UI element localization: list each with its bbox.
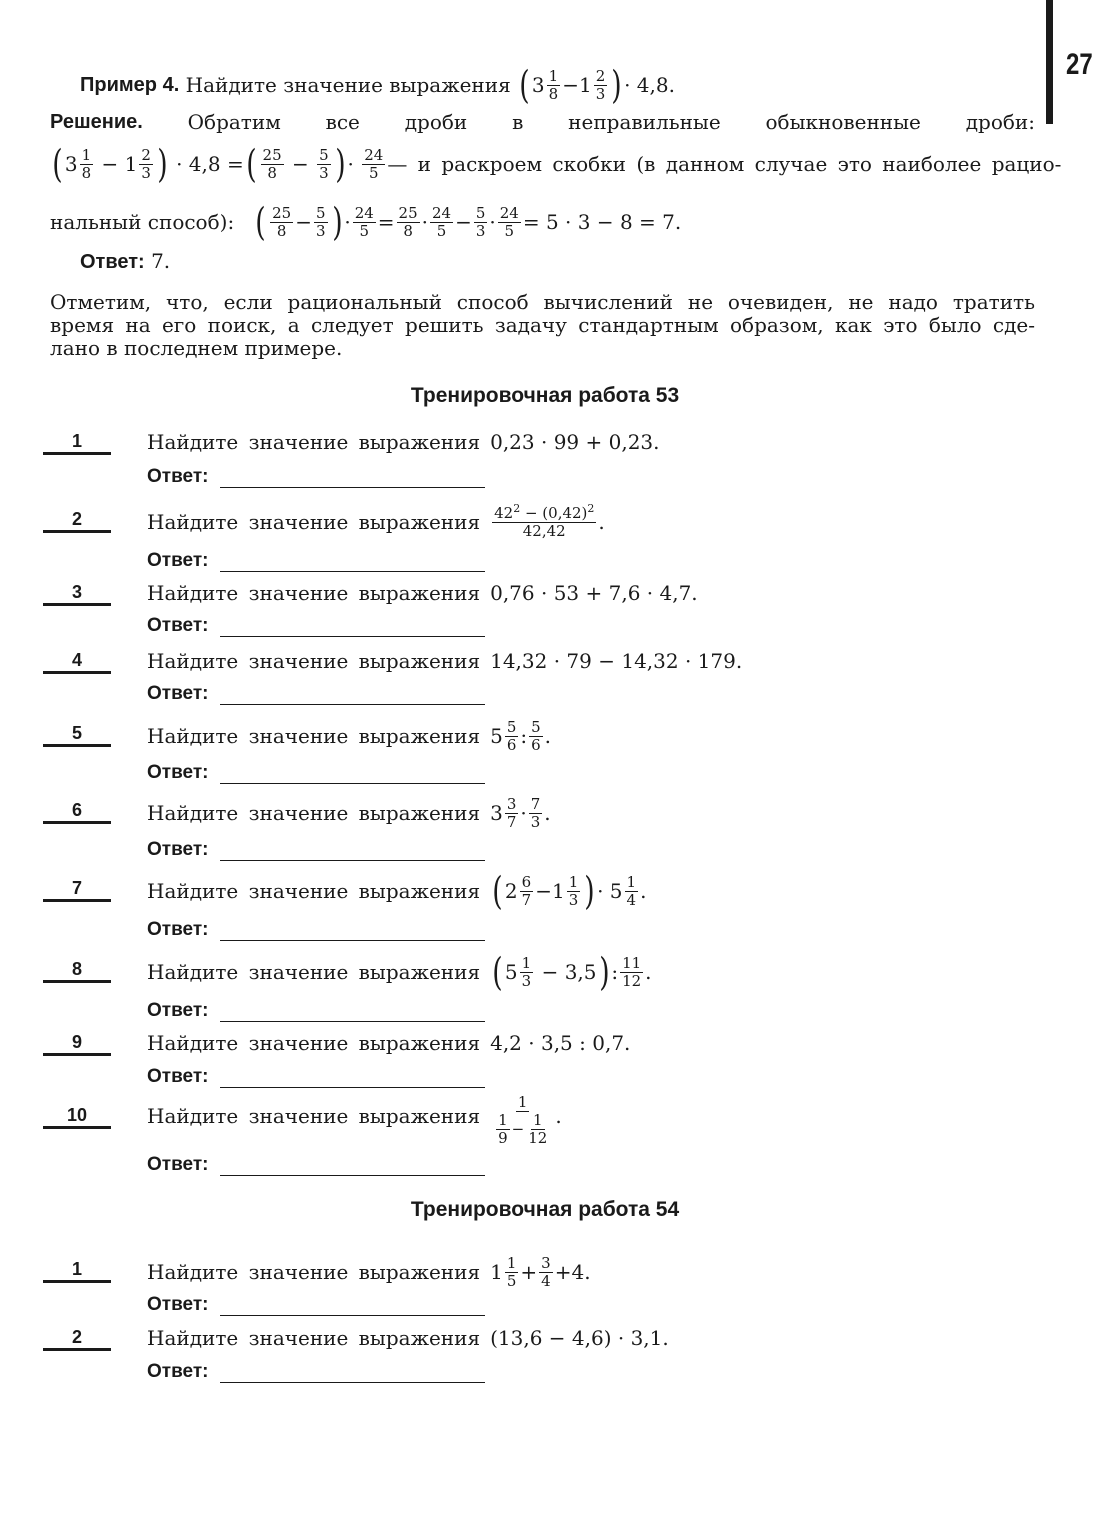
solution-label: Решение.: [50, 111, 143, 133]
page-number: 27: [1066, 48, 1093, 81]
task-number: 9: [43, 1031, 111, 1056]
answer-field[interactable]: Ответ:: [147, 1294, 485, 1316]
solution-expression-1: ( 3 $\frac{1}{8}$ − 1 $\frac{2}{3}$ ) · 4,8 = ( $\frac{25}{8}$ − $\frac{5}{3}$ ) · $\frac{24}{5}$: [52, 142, 384, 186]
task-number: 6: [43, 799, 111, 824]
answer-field[interactable]: Ответ:: [147, 1066, 485, 1088]
example-prompt: Найдите значение выражения: [185, 73, 511, 97]
answer-field[interactable]: Ответ:: [147, 683, 485, 705]
task-number: 2: [43, 508, 111, 533]
task-number: 1: [43, 430, 111, 455]
note-line-1: Отметим, что, если рациональный способ вычислений не очевиден, не надо тратить: [50, 290, 1035, 314]
solution-line-3: нальный способ): ( $\frac{25}{8}$ − $\frac{5}{3}$ ) · $\frac{24}{5}$ = $\frac{25}{8}$ · $\frac{24}{5}$ − $\frac{5}{3}$ · $\frac{24}{5}$ = 5 · 3 − 8 = 7.: [50, 200, 682, 244]
task-number: 5: [43, 722, 111, 747]
example-expression: ( 3 $\frac{1}{8}$ − 1 $\frac{2}{3}$ ) · 4,8.: [519, 63, 675, 107]
answer-field[interactable]: Ответ:: [147, 839, 485, 861]
answer-field[interactable]: Ответ:: [147, 1361, 485, 1383]
answer-field[interactable]: Ответ:: [147, 762, 485, 784]
example-title: [80, 63, 675, 107]
task-number: 3: [43, 581, 111, 606]
task-number: 10: [43, 1104, 111, 1129]
answer-field[interactable]: Ответ:: [147, 466, 485, 488]
solution-line-1: Решение. Обратим все дроби в неправильные обыкновенные дроби:: [50, 110, 1035, 134]
section-title-54: Тренировочная работа 54: [410, 1198, 680, 1221]
solution-line-2: ( 3 $\frac{1}{8}$ − 1 $\frac{2}{3}$ ) · 4,8 = ( $\frac{25}{8}$ − $\frac{5}{3}$ ) · $\frac{24}{5}$ — и раскроем скобки (в данном случае это наиболее рацио-: [50, 143, 1035, 185]
task-number: 4: [43, 649, 111, 674]
answer-field[interactable]: Ответ:: [147, 615, 485, 637]
task-number: 1: [43, 1258, 111, 1283]
answer-field[interactable]: Ответ:: [147, 919, 485, 941]
task-number: 7: [43, 877, 111, 902]
note-line-3: лано в последнем примере.: [50, 336, 343, 360]
example-answer: Ответ: 7.: [80, 249, 171, 273]
example-label: Пример 4.: [80, 74, 180, 96]
solution-expression-2: ( $\frac{25}{8}$ − $\frac{5}{3}$ ) · $\frac{24}{5}$ = $\frac{25}{8}$ · $\frac{24}{5}$ − $\frac{5}{3}$ · $\frac{24}{5}$ = 5 · 3 − 8 = 7.: [255, 200, 682, 244]
note-line-2: время на его поиск, а следует решить задачу стандартным образом, как это было сде-: [50, 313, 1035, 337]
answer-field[interactable]: Ответ:: [147, 1000, 485, 1022]
task-number: 2: [43, 1326, 111, 1351]
section-title-53: Тренировочная работа 53: [410, 384, 680, 407]
task-number: 8: [43, 958, 111, 983]
answer-field[interactable]: Ответ:: [147, 550, 485, 572]
page-edge-bar: [1046, 0, 1053, 124]
answer-field[interactable]: Ответ:: [147, 1154, 485, 1176]
